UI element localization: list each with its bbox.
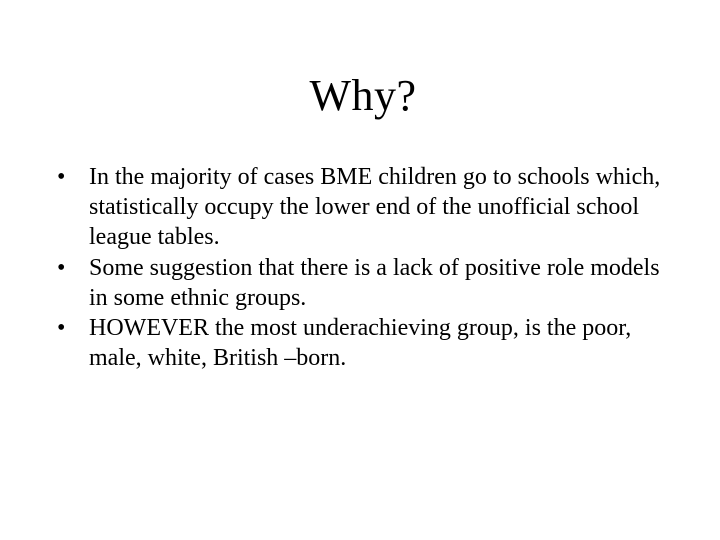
bullet-item (54, 253, 674, 313)
bullet-list (54, 162, 674, 373)
bullet-text: In the majority of cases BME children go to schools which, statistically occupy the lower end of the unofficial school league tables. (89, 164, 661, 251)
bullet-marker: • (57, 254, 66, 281)
bullet-text: HOWEVER the most underachieving group, is the poor, male, white, British –born. (89, 315, 632, 372)
bullet-marker: • (57, 164, 66, 190)
bullet-text: Some suggestion that there is a lack of positive role models in some ethnic groups. (89, 254, 660, 311)
bullet-item (54, 162, 674, 253)
slide-title: Why? (309, 71, 417, 120)
bullet-marker: • (57, 315, 66, 342)
bullet-item (54, 313, 674, 373)
